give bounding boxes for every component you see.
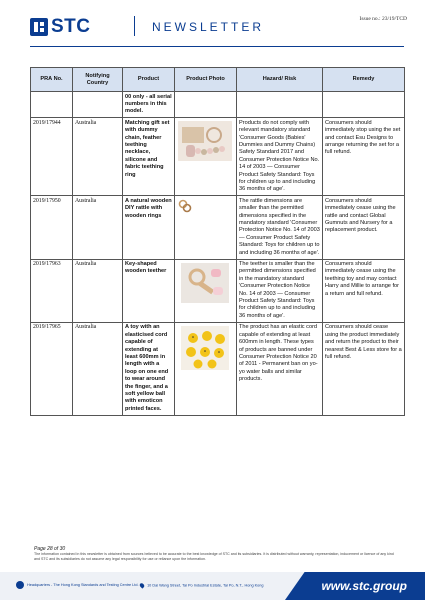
cell-product: A toy with an elasticised cord capable of extending at least 600mm in length with a loop on one end to wear around the finger, and a soft yellow ball with emoticon printed faces. [123, 322, 175, 415]
cell-pra-no: 2019/17965 [31, 322, 73, 415]
cell-empty [175, 92, 237, 118]
cell-product: A natural wooden DIY rattle with wooden rings [123, 196, 175, 259]
location-pin-icon [139, 582, 145, 588]
table-row [31, 118, 405, 196]
col-header-photo: Product Photo [175, 68, 237, 92]
website-link[interactable]: www.stc.group [321, 579, 407, 593]
cell-empty [237, 92, 323, 118]
key-teether-photo [181, 263, 229, 303]
cell-hazard: The teether is smaller than the permitted dimensions specified in the mandatory standard 'Consumer Protection Notice No. 14 of 2003 — Consumer Product Safety Standard: Toys for children up to and including 36 months of age'. [237, 259, 323, 322]
cell-remedy: Consumers should immediately cease using the teething toy and may contact Harry and Millie to arrange for a return and full refund. [323, 259, 405, 322]
cell-product: Key-shaped wooden teether [123, 259, 175, 322]
cell-photo [175, 322, 237, 415]
table-row [31, 259, 405, 322]
stc-logo-icon [30, 18, 48, 36]
wooden-rattle-photo [178, 199, 192, 213]
header-divider [134, 16, 135, 36]
cell-pra-no: 2019/17944 [31, 118, 73, 196]
cell-photo [175, 118, 237, 196]
footer-bar [0, 572, 425, 600]
col-header-hazard: Hazard/ Risk [237, 68, 323, 92]
stc-logo [30, 16, 91, 38]
table-row [31, 322, 405, 415]
col-header-pra: PRA No. [31, 68, 73, 92]
cell-remedy: Consumers should immediately cease using the rattle and contact Global Gumnuts and Nursery for a replacement product. [323, 196, 405, 259]
gift-set-photo [178, 121, 232, 161]
recall-table [30, 67, 405, 416]
col-header-country: Notifying Country [73, 68, 123, 92]
cell-product: 00 only - all serial numbers in this model. [123, 92, 175, 118]
cell-photo [175, 196, 237, 259]
headquarters-icon [16, 581, 24, 589]
cell-remedy: Consumers should cease using the product immediately and return the product to their nearest Best & Less store for a full refund. [323, 322, 405, 415]
col-header-product: Product [123, 68, 175, 92]
page-number: Page 28 of 30 [34, 546, 66, 552]
cell-hazard: Products do not comply with relevant mandatory standard 'Consumer Goods (Babies' Dummies and Dummy Chains) Safety Standard 2017 and Consumer Protection Notice No. 14 of 2003 — Consumer Product Safety Standard: Toys for children up to and including 36 months of age'. [237, 118, 323, 196]
footer-address [140, 583, 264, 588]
recall-table-wrapper [30, 67, 404, 416]
cell-hazard: The rattle dimensions are smaller than the permitted dimensions specified in the mandatory standard 'Consumer Protection Notice No. 14 of 2003 — Consumer Product Safety Standard: Toys for children up to and including 36 months of age'. [237, 196, 323, 259]
cell-empty [73, 92, 123, 118]
cell-country: Australia [73, 259, 123, 322]
yellow-ball-toy-photo [181, 326, 229, 370]
footer-headquarters [16, 581, 139, 589]
newsletter-header [0, 0, 425, 46]
cell-empty [31, 92, 73, 118]
headquarters-text: Headquarters - The Hong Kong Standards and Testing Centre Ltd. [27, 583, 139, 587]
cell-empty [323, 92, 405, 118]
header-rule [30, 46, 404, 47]
cell-photo [175, 259, 237, 322]
address-text: 10 Dai Wang Street, Tai Po Industrial Estate, Tai Po, N.T., Hong Kong [147, 583, 264, 588]
cell-country: Australia [73, 196, 123, 259]
table-row-continuation [31, 92, 405, 118]
cell-product: Matching gift set with dummy chain, feather teething necklace, silicone and fabric teething ring [123, 118, 175, 196]
issue-number: Issue no.: 23/19/TCD [359, 16, 407, 22]
cell-country: Australia [73, 118, 123, 196]
table-row [31, 196, 405, 259]
logo-text: STC [51, 16, 91, 37]
cell-country: Australia [73, 322, 123, 415]
cell-hazard: The product has an elastic cord capable of extending at least 600mm in length. These types of products are banned under Consumer Protection Notice 20 of 2011 - Permanent ban on yo-yo water balls and similar products. [237, 322, 323, 415]
cell-pra-no: 2019/17963 [31, 259, 73, 322]
table-header-row [31, 68, 405, 92]
newsletter-title: NEWSLETTER [152, 20, 265, 34]
cell-remedy: Consumers should immediately stop using the set and contact Esu Designs to arrange returning the set for a full refund. [323, 118, 405, 196]
disclaimer-text: The information contained in this newsletter is obtained from sources believed to be accurate to the best knowledge of STC and its subsidiaries. It is distributed without warranty, representation, inducement or licence of any kind and STC and its subsidiaries do not assume any legal responsibility for use or reliance upon the information. [34, 552, 394, 561]
cell-pra-no: 2019/17950 [31, 196, 73, 259]
col-header-remedy: Remedy [323, 68, 405, 92]
